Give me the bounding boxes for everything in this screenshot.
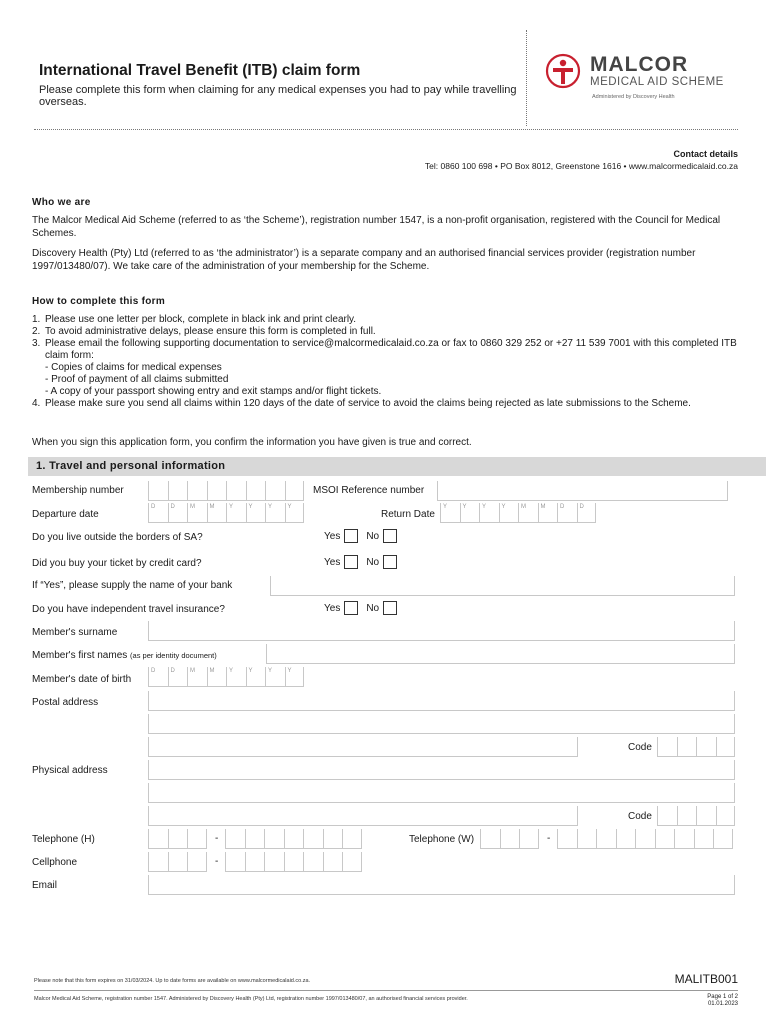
physical-address-line-1[interactable] bbox=[148, 760, 735, 780]
confirmation-text: When you sign this application form, you confirm the information you have given is true and correct. bbox=[32, 437, 472, 448]
email-input[interactable] bbox=[148, 875, 735, 895]
date-hint: Y bbox=[443, 504, 448, 510]
first-names-label bbox=[32, 650, 217, 661]
page-title: International Travel Benefit (ITB) claim form bbox=[39, 62, 361, 79]
departure-date-label: Departure date bbox=[32, 509, 99, 520]
date-hint: Y bbox=[248, 668, 253, 674]
date-hint: Y bbox=[501, 504, 506, 510]
instruction-item bbox=[32, 326, 740, 338]
cellphone-code-input[interactable] bbox=[148, 852, 207, 872]
instruction-text: To avoid administrative delays, please ensure this form is completed in full. bbox=[45, 326, 376, 337]
instruction-text: Please make sure you send all claims within 120 days of the date of service to avoid the claims being rejected as late submissions to the Scheme. bbox=[45, 398, 691, 409]
physical-code-label: Code bbox=[628, 811, 652, 822]
cellphone-number-input[interactable] bbox=[225, 852, 362, 872]
physical-address-line-2[interactable] bbox=[148, 783, 735, 803]
credit-card-no-checkbox[interactable] bbox=[383, 555, 397, 569]
physical-address-line-3[interactable] bbox=[148, 806, 578, 826]
telephone-w-code-input[interactable] bbox=[480, 829, 539, 849]
telephone-h-dash: - bbox=[215, 833, 219, 844]
postal-code-label: Code bbox=[628, 742, 652, 753]
credit-card-label: Did you buy your ticket by credit card? bbox=[32, 558, 202, 569]
surname-label: Member's surname bbox=[32, 627, 118, 638]
physical-code-input[interactable] bbox=[657, 806, 735, 826]
date-hint: Y bbox=[287, 668, 292, 674]
physical-address-label: Physical address bbox=[32, 765, 108, 776]
red-cross-person-icon bbox=[545, 53, 581, 89]
outside-sa-no-checkbox[interactable] bbox=[383, 529, 397, 543]
date-hint: M bbox=[190, 668, 195, 674]
expiry-note: Please note that this form expires on 31/03/2024. Up to date forms are available on www.malcormedicalaid.co.za. bbox=[34, 978, 311, 984]
documentation-item: - A copy of your passport showing entry and exit stamps and/or flight tickets. bbox=[45, 386, 382, 397]
documentation-item: - Copies of claims for medical expenses bbox=[45, 362, 222, 373]
who-paragraph-1: The Malcor Medical Aid Scheme (referred to as ‘the Scheme’), registration number 1547, is a non-profit organisation, registered with the Council for Medical Schemes. bbox=[32, 215, 721, 239]
instruction-number: 2. bbox=[32, 326, 41, 337]
no-label: No bbox=[366, 602, 380, 614]
membership-number-label: Membership number bbox=[32, 485, 124, 496]
first-names-text: Member's first names bbox=[32, 650, 128, 661]
date-hint: Y bbox=[229, 668, 234, 674]
form-date: 01.01.2023 bbox=[707, 1001, 738, 1007]
insurance-yes-checkbox[interactable] bbox=[344, 601, 358, 615]
form-code: MALITB001 bbox=[674, 972, 738, 986]
instruction-item bbox=[32, 314, 740, 326]
who-paragraph-2: Discovery Health (Pty) Ltd (referred to as ‘the administrator’) is a separate company and an authorised financial services provider (registration number 1997/013480/07). We take care of the administration of your membership for the Scheme. bbox=[32, 248, 696, 272]
date-hint: Y bbox=[462, 504, 467, 510]
logo-name: MALCOR bbox=[590, 53, 689, 76]
telephone-w-dash: - bbox=[547, 833, 551, 844]
no-label: No bbox=[366, 530, 380, 542]
page-number: Page 1 of 2 bbox=[707, 994, 738, 1000]
dob-input[interactable] bbox=[148, 667, 304, 687]
date-hint: D bbox=[151, 504, 156, 510]
date-hint: M bbox=[209, 504, 215, 510]
no-label: No bbox=[366, 556, 380, 568]
yes-label: Yes bbox=[324, 556, 341, 568]
email-label: Email bbox=[32, 880, 58, 891]
postal-address-line-3[interactable] bbox=[148, 737, 578, 757]
postal-address-label: Postal address bbox=[32, 697, 99, 708]
date-hint: Y bbox=[287, 504, 292, 510]
contact-text: Tel: 0860 100 698 • PO Box 8012, Greenstone 1616 • www.malcormedicalaid.co.za bbox=[424, 161, 738, 171]
instruction-text: Please use one letter per block, complete in black ink and print clearly. bbox=[45, 314, 357, 325]
instruction-number: 4. bbox=[32, 398, 41, 409]
who-heading: Who we are bbox=[32, 197, 91, 208]
insurance-options bbox=[324, 601, 397, 615]
date-hint: D bbox=[579, 504, 584, 510]
date-hint: D bbox=[151, 668, 156, 674]
yes-label: Yes bbox=[324, 530, 341, 542]
date-hint: M bbox=[540, 504, 546, 510]
logo-admin-text: Administered by Discovery Health bbox=[592, 94, 675, 100]
how-heading: How to complete this form bbox=[32, 296, 166, 307]
insurance-no-checkbox[interactable] bbox=[383, 601, 397, 615]
date-hint: Y bbox=[268, 668, 273, 674]
msoi-reference-input[interactable] bbox=[437, 481, 728, 501]
departure-date-input[interactable] bbox=[148, 503, 304, 523]
bank-name-input[interactable] bbox=[270, 576, 735, 596]
surname-input[interactable] bbox=[148, 621, 735, 641]
footer-admin-text: Malcor Medical Aid Scheme, registration number 1547. Administered by Discovery Health (Pty) Ltd, registration number 1997/013480/07, an authorised financial services provider. bbox=[34, 996, 468, 1002]
return-date-input[interactable] bbox=[440, 503, 596, 523]
date-hint: Y bbox=[229, 504, 234, 510]
postal-address-line-1[interactable] bbox=[148, 691, 735, 711]
footer-divider bbox=[34, 990, 738, 991]
first-names-input[interactable] bbox=[266, 644, 735, 664]
date-hint: Y bbox=[482, 504, 487, 510]
insurance-label: Do you have independent travel insurance? bbox=[32, 604, 225, 615]
documentation-item: - Proof of payment of all claims submitted bbox=[45, 374, 229, 385]
logo-subtitle: MEDICAL AID SCHEME bbox=[590, 76, 724, 88]
bank-label: If “Yes”, please supply the name of your bank bbox=[32, 580, 233, 591]
date-hint: M bbox=[209, 668, 215, 674]
first-names-note: (as per identity document) bbox=[130, 651, 217, 660]
telephone-h-number-input[interactable] bbox=[225, 829, 362, 849]
instruction-item bbox=[32, 338, 740, 398]
horizontal-divider bbox=[34, 129, 738, 130]
instruction-number: 3. bbox=[32, 338, 41, 349]
date-hint: D bbox=[560, 504, 565, 510]
return-date-label: Return Date bbox=[381, 509, 435, 520]
date-hint: D bbox=[170, 504, 175, 510]
vertical-divider bbox=[526, 30, 527, 126]
telephone-w-label: Telephone (W) bbox=[409, 834, 475, 845]
cellphone-dash: - bbox=[215, 856, 219, 867]
msoi-label: MSOI Reference number bbox=[313, 485, 425, 496]
instruction-number: 1. bbox=[32, 314, 41, 325]
telephone-w-number-input[interactable] bbox=[557, 829, 733, 849]
membership-number-input[interactable] bbox=[148, 481, 304, 501]
cellphone-label: Cellphone bbox=[32, 857, 78, 868]
date-hint: M bbox=[521, 504, 526, 510]
date-hint: Y bbox=[248, 504, 253, 510]
instruction-item bbox=[32, 398, 740, 410]
page-info bbox=[707, 994, 738, 1008]
postal-address-line-2[interactable] bbox=[148, 714, 735, 734]
date-hint: Y bbox=[268, 504, 273, 510]
telephone-h-code-input[interactable] bbox=[148, 829, 207, 849]
credit-card-options bbox=[324, 555, 397, 569]
telephone-h-label: Telephone (H) bbox=[32, 834, 95, 845]
outside-sa-options bbox=[324, 529, 397, 543]
credit-card-yes-checkbox[interactable] bbox=[344, 555, 358, 569]
contact-heading: Contact details bbox=[673, 149, 738, 159]
documentation-list bbox=[45, 362, 740, 398]
yes-label: Yes bbox=[324, 602, 341, 614]
instruction-text: Please email the following supporting documentation to service@malcormedicalaid.co.za or fax to 0860 329 252 or +27 11 539 7001 with this completed ITB claim form: bbox=[45, 338, 737, 361]
date-hint: D bbox=[170, 668, 175, 674]
outside-sa-label: Do you live outside the borders of SA? bbox=[32, 532, 203, 543]
postal-code-input[interactable] bbox=[657, 737, 735, 757]
date-hint: M bbox=[190, 504, 195, 510]
dob-label: Member's date of birth bbox=[32, 674, 132, 685]
outside-sa-yes-checkbox[interactable] bbox=[344, 529, 358, 543]
section-title: 1. Travel and personal information bbox=[36, 460, 226, 472]
instructions-list bbox=[32, 314, 740, 410]
page-subtitle: Please complete this form when claiming for any medical expenses you had to pay while travelling overseas. bbox=[39, 84, 517, 108]
